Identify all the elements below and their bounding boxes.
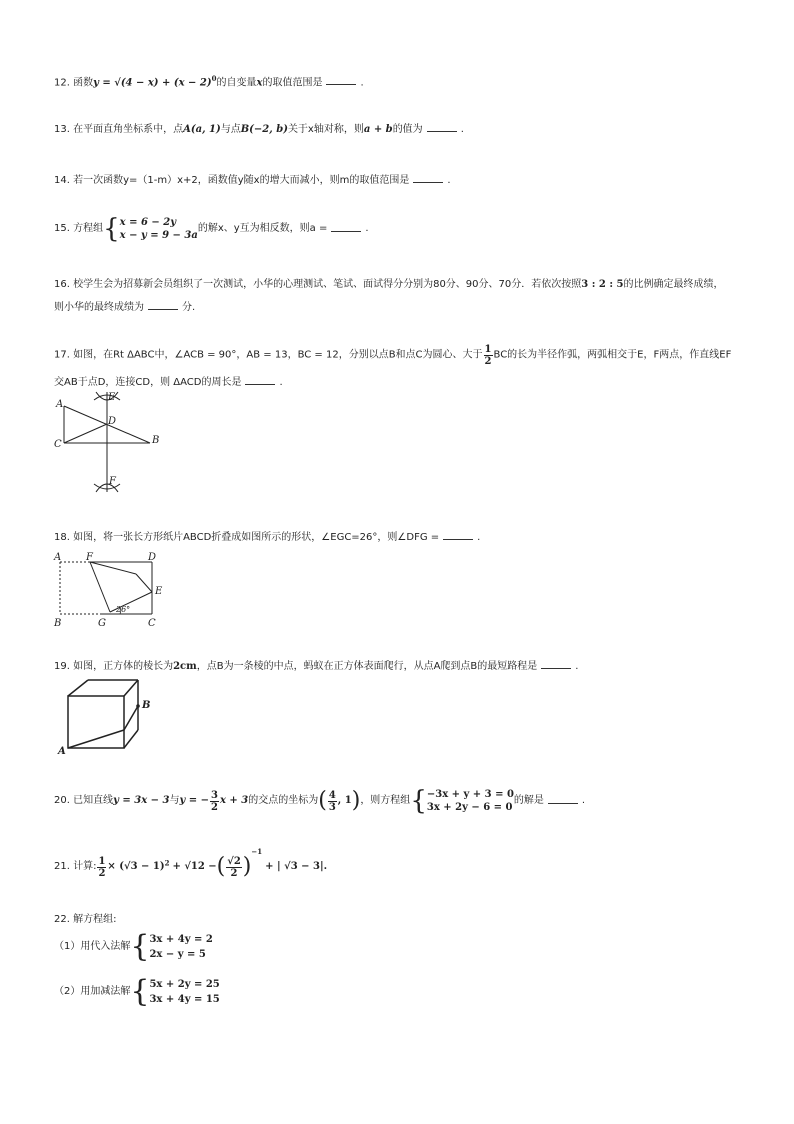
label-e: E	[108, 392, 116, 403]
figure-18-fold	[52, 548, 172, 628]
equation-system: x = 6 − 2y x − y = 9 − 3a	[119, 217, 198, 241]
fraction: $\frac{1}{2}$	[98, 855, 106, 879]
label-b: B	[152, 435, 160, 446]
brace-icon: {	[410, 786, 427, 816]
cube-front	[68, 696, 124, 748]
label-angle: 26°	[116, 605, 131, 614]
answer-blank[interactable]	[548, 793, 578, 804]
label-d: D	[148, 552, 157, 563]
brace-icon: {	[130, 929, 150, 964]
label-g: G	[98, 618, 106, 628]
question-21: 21. 计算: $\frac{1}{2}$ × $(√3 - 1)^2 + √12$ −( $\frac{√2}{2}$ )$^{-1}$+ | √3 − 3|.	[54, 847, 328, 879]
fraction: $\frac{1}{2}$	[484, 344, 492, 367]
crease-fg	[90, 562, 110, 612]
cube-edge-tr	[124, 680, 138, 696]
label-c: C	[148, 618, 156, 628]
folded-right	[136, 574, 152, 592]
label-e: E	[155, 586, 163, 597]
question-16-line2: 则小华的最终成绩为 分.	[54, 299, 195, 315]
fraction: $\frac{3}{2}$	[211, 789, 218, 813]
question-17-line2: 交AB于点D，连接CD，则 ΔACD的周长是 .	[54, 374, 283, 390]
figure-19-cube	[56, 674, 156, 758]
label-a: A	[56, 399, 64, 410]
answer-blank[interactable]	[413, 172, 443, 183]
equation-system: 3x + 4y = 2 2x − y = 5	[149, 934, 213, 960]
equation-system: −3x + y + 3 = 0 3x + 2y − 6 = 0	[426, 789, 514, 813]
label-f: F	[109, 476, 116, 487]
label-d: D	[108, 416, 117, 427]
question-17: 17. 如图，在Rt ΔABC中，∠ACB = 90°，AB = 13，BC = 12，分别以点B和点C为圆心、大于 $\frac{1}{2}$ BC的长为半径作弧，两弧相交于E，F两点，作直线EF	[54, 344, 732, 367]
question-16: 16. 校学生会为招募新会员组织了一次测试，小华的心理测试、笔试、面试得分分别为80分、90分、70分．若依次按照3 : 2 : 5的比例确定最终成绩，	[54, 279, 724, 290]
cube-edge-tl	[68, 680, 88, 696]
cube-edge-br	[124, 730, 138, 748]
answer-blank[interactable]	[427, 121, 457, 132]
question-22-title: 22. 解方程组:	[54, 914, 117, 925]
answer-blank[interactable]	[541, 658, 571, 669]
label-f: F	[86, 552, 93, 563]
fraction: $\frac{√2}{2}$	[227, 855, 241, 879]
question-22-part2: （2）用加减法解{ 5x + 2y = 25 3x + 4y = 15	[54, 974, 220, 1009]
question-19: 19. 如图，正方体的棱长为2cm，点B为一条棱的中点，蚂蚁在正方体表面爬行，从点A爬到点B的最短路程是 .	[54, 658, 578, 674]
question-18: 18. 如图，将一张长方形纸片ABCD折叠成如图所示的形状，∠EGC=26°，则∠DFG = .	[54, 529, 480, 545]
answer-blank[interactable]	[331, 221, 361, 232]
equation-system: 5x + 2y = 25 3x + 4y = 15	[149, 979, 220, 1005]
label-b: B	[54, 618, 62, 628]
figure-17-triangle	[52, 388, 162, 496]
question-22-part1: （1）用代入法解{ 3x + 4y = 2 2x − y = 5	[54, 929, 213, 964]
label-b: B	[142, 700, 151, 711]
answer-blank[interactable]	[443, 529, 473, 540]
question-12: 12. 函数$y = √(4 - x) + (x - 2)^0$的自变量x的取值范围是 .	[54, 74, 364, 89]
brace-icon: {	[103, 214, 120, 244]
question-13: 13. 在平面直角坐标系中，点A(a, 1)与点B(−2, b)关于x轴对称，则a + b的值为 .	[54, 121, 464, 137]
question-14: 14. 若一次函数y=（1-m）x+2，函数值y随x的增大而减小，则m的取值范围是 .	[54, 172, 451, 188]
label-a: A	[54, 552, 62, 563]
question-15: 15. 方程组{ x = 6 − 2y x − y = 9 − 3a 的解x、y互为相反数，则a = .	[54, 214, 369, 244]
path-to-b	[124, 706, 138, 730]
answer-blank[interactable]	[148, 299, 178, 310]
path-a-to-edge	[68, 730, 124, 748]
brace-icon: {	[130, 974, 150, 1009]
label-c: C	[54, 439, 62, 450]
answer-blank[interactable]	[245, 374, 275, 385]
label-a: A	[58, 746, 66, 757]
answer-blank[interactable]	[326, 74, 356, 85]
question-20: 20. 已知直线y = 3x − 3与y = − $\frac{3}{2}$ x + 3的交点的坐标为( $\frac{4}{3}$ , 1)，则方程组{ −3x + y + 3 = 0 3x + 2y − 6 = 0 的解是 .	[54, 786, 586, 816]
point-b	[136, 704, 140, 708]
folded-top	[90, 562, 136, 574]
segment-cd	[64, 424, 107, 443]
fraction: $\frac{4}{3}$	[328, 789, 336, 813]
